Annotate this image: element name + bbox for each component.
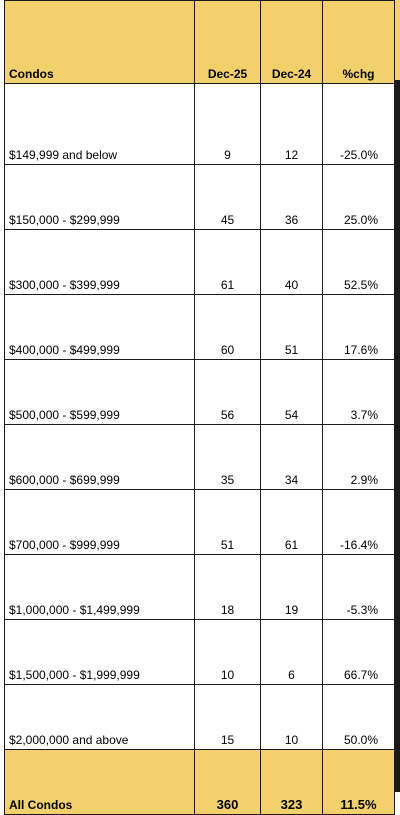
condo-price-range-table [4, 0, 395, 815]
dec-24-value: 54 [261, 360, 323, 425]
dec-24-value: 19 [261, 555, 323, 620]
total-label: All Condos [5, 750, 195, 815]
dec-25-value: 18 [195, 555, 261, 620]
price-range-label: $2,000,000 and above [5, 685, 195, 750]
price-range-label: $300,000 - $399,999 [5, 230, 195, 295]
table-row [5, 230, 395, 295]
table-row [5, 555, 395, 620]
dec-25-value: 61 [195, 230, 261, 295]
pct-change-value: 3.7% [323, 360, 395, 425]
table-row [5, 425, 395, 490]
table-row [5, 685, 395, 750]
header-row [5, 1, 395, 84]
price-range-label: $400,000 - $499,999 [5, 295, 195, 360]
header-condos: Condos [5, 1, 195, 84]
dec-24-value: 12 [261, 84, 323, 165]
right-edge-border [394, 0, 400, 792]
pct-change-value: 17.6% [323, 295, 395, 360]
pct-change-value: 52.5% [323, 230, 395, 295]
table-row [5, 360, 395, 425]
pct-change-value: -5.3% [323, 555, 395, 620]
total-dec-24: 323 [261, 750, 323, 815]
price-range-label: $600,000 - $699,999 [5, 425, 195, 490]
header-dec-24: Dec-24 [261, 1, 323, 84]
price-range-label: $1,500,000 - $1,999,999 [5, 620, 195, 685]
table-row [5, 165, 395, 230]
dec-24-value: 61 [261, 490, 323, 555]
price-range-label: $149,999 and below [5, 84, 195, 165]
header-pct-change: %chg [323, 1, 395, 84]
dec-25-value: 45 [195, 165, 261, 230]
total-pct-change: 11.5% [323, 750, 395, 815]
table-row [5, 84, 395, 165]
total-dec-25: 360 [195, 750, 261, 815]
dec-25-value: 56 [195, 360, 261, 425]
pct-change-value: -25.0% [323, 84, 395, 165]
price-range-label: $700,000 - $999,999 [5, 490, 195, 555]
dec-24-value: 34 [261, 425, 323, 490]
dec-25-value: 35 [195, 425, 261, 490]
dec-25-value: 15 [195, 685, 261, 750]
price-range-label: $150,000 - $299,999 [5, 165, 195, 230]
table-row [5, 490, 395, 555]
dec-25-value: 9 [195, 84, 261, 165]
dec-25-value: 10 [195, 620, 261, 685]
dec-24-value: 6 [261, 620, 323, 685]
table-row [5, 295, 395, 360]
pct-change-value: 66.7% [323, 620, 395, 685]
pct-change-value: 2.9% [323, 425, 395, 490]
dec-25-value: 51 [195, 490, 261, 555]
dec-24-value: 10 [261, 685, 323, 750]
dec-25-value: 60 [195, 295, 261, 360]
pct-change-value: 50.0% [323, 685, 395, 750]
pct-change-value: -16.4% [323, 490, 395, 555]
right-edge-header-fill [394, 0, 400, 80]
table-row [5, 620, 395, 685]
dec-24-value: 51 [261, 295, 323, 360]
dec-24-value: 36 [261, 165, 323, 230]
condo-sales-table-sheet [4, 0, 394, 812]
header-dec-25: Dec-25 [195, 1, 261, 84]
price-range-label: $500,000 - $599,999 [5, 360, 195, 425]
price-range-label: $1,000,000 - $1,499,999 [5, 555, 195, 620]
pct-change-value: 25.0% [323, 165, 395, 230]
dec-24-value: 40 [261, 230, 323, 295]
total-row [5, 750, 395, 815]
